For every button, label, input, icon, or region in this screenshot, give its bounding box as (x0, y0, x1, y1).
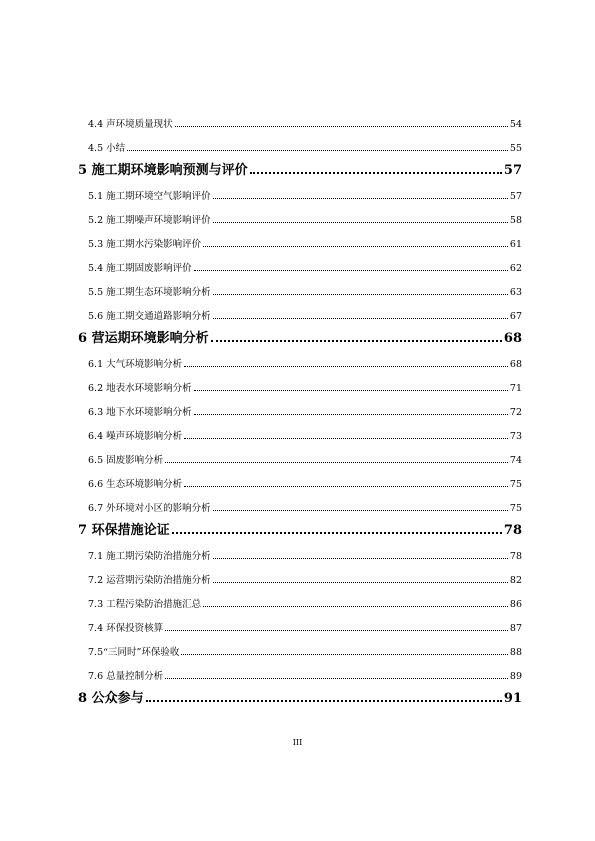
dot-leader (213, 294, 508, 295)
toc-entry[interactable] (78, 226, 522, 250)
toc-chapter-label: 7 环保措施论证 (78, 523, 170, 538)
toc-entry-label: 7.3 工程污染防治措施汇总 (88, 599, 202, 610)
toc-entry-page: 72 (509, 407, 522, 418)
toc-entry-page: 54 (509, 119, 522, 130)
toc-entry-label: 5.5 施工期生态环境影响分析 (88, 287, 211, 298)
dot-leader (250, 172, 502, 174)
dot-leader (184, 486, 508, 487)
dot-leader (181, 654, 508, 655)
dot-leader (213, 318, 508, 319)
toc-entry-page: 75 (509, 503, 522, 514)
dot-leader (194, 270, 508, 271)
dot-leader (203, 246, 508, 247)
toc-entry-label: 5.4 施工期固废影响评价 (88, 263, 192, 274)
toc-entry-label: 6.3 地下水环境影响分析 (88, 407, 192, 418)
toc-entry[interactable] (78, 658, 522, 682)
toc-entry-page: 86 (509, 599, 522, 610)
dot-leader (213, 510, 508, 511)
toc-entry[interactable] (78, 250, 522, 274)
toc-entry-page: 67 (509, 311, 522, 322)
toc-entry-label: 5.6 施工期交通道路影响分析 (88, 311, 211, 322)
toc-entry-page: 63 (509, 287, 522, 298)
toc-entry[interactable] (78, 442, 522, 466)
dot-leader (127, 150, 508, 151)
toc-entry-label: 4.4 声环境质量现状 (88, 119, 173, 130)
dot-leader (194, 414, 508, 415)
toc-entry-page: 62 (509, 263, 522, 274)
toc-entry-page: 75 (509, 479, 522, 490)
toc-chapter-page: 68 (503, 331, 522, 346)
toc-chapter-page: 57 (503, 163, 522, 178)
toc-chapter-page: 78 (503, 523, 522, 538)
dot-leader (184, 438, 508, 439)
dot-leader (213, 198, 508, 199)
toc-entry-page: 58 (509, 215, 522, 226)
dot-leader (184, 366, 508, 367)
toc-entry[interactable] (78, 178, 522, 202)
toc-entry-label: 4.5 小结 (88, 143, 126, 154)
toc-entry-page: 57 (509, 191, 522, 202)
toc-entry-page: 71 (509, 383, 522, 394)
dot-leader (203, 606, 508, 607)
toc-entry-label: 5.2 施工期噪声环境影响评价 (88, 215, 211, 226)
dot-leader (175, 126, 508, 127)
table-of-contents (78, 106, 522, 706)
toc-entry[interactable] (78, 634, 522, 658)
toc-entry[interactable] (78, 538, 522, 562)
toc-entry-label: 7.1 施工期污染防治措施分析 (88, 551, 211, 562)
dot-leader (213, 582, 508, 583)
toc-entry-label: 6.7 外环境对小区的影响分析 (88, 503, 211, 514)
toc-entry-page: 78 (509, 551, 522, 562)
dot-leader (165, 462, 508, 463)
toc-entry-page: 74 (509, 455, 522, 466)
toc-entry[interactable] (78, 418, 522, 442)
toc-entry-page: 68 (509, 359, 522, 370)
toc-entry[interactable] (78, 490, 522, 514)
toc-chapter[interactable] (78, 154, 522, 178)
toc-entry[interactable] (78, 466, 522, 490)
dot-leader (211, 340, 502, 342)
toc-entry-label: 7.5“三同时”环保验收 (88, 647, 180, 658)
toc-entry-page: 55 (509, 143, 522, 154)
toc-entry-label: 5.1 施工期环境空气影响评价 (88, 191, 211, 202)
toc-chapter[interactable] (78, 322, 522, 346)
toc-entry-label: 7.4 环保投资核算 (88, 623, 164, 634)
toc-entry[interactable] (78, 586, 522, 610)
dot-leader (213, 222, 508, 223)
toc-entry[interactable] (78, 394, 522, 418)
page-number: III (292, 738, 303, 747)
toc-entry[interactable] (78, 106, 522, 130)
toc-entry[interactable] (78, 274, 522, 298)
dot-leader (194, 390, 508, 391)
toc-entry[interactable] (78, 202, 522, 226)
toc-chapter-label: 6 营运期环境影响分析 (78, 331, 209, 346)
dot-leader (213, 558, 508, 559)
dot-leader (165, 630, 508, 631)
toc-entry[interactable] (78, 370, 522, 394)
toc-entry-label: 7.6 总量控制分析 (88, 671, 164, 682)
toc-chapter-label: 5 施工期环境影响预测与评价 (78, 163, 248, 178)
toc-entry-label: 6.5 固废影响分析 (88, 455, 164, 466)
toc-entry-page: 87 (509, 623, 522, 634)
toc-entry[interactable] (78, 298, 522, 322)
toc-entry-page: 73 (509, 431, 522, 442)
toc-entry-label: 6.2 地表水环境影响分析 (88, 383, 192, 394)
toc-entry-page: 61 (509, 239, 522, 250)
toc-entry-page: 88 (509, 647, 522, 658)
toc-entry[interactable] (78, 610, 522, 634)
dot-leader (172, 532, 502, 534)
toc-entry-label: 6.4 噪声环境影响分析 (88, 431, 183, 442)
dot-leader (146, 700, 502, 702)
toc-entry-page: 82 (509, 575, 522, 586)
toc-entry[interactable] (78, 346, 522, 370)
toc-entry[interactable] (78, 562, 522, 586)
toc-entry-label: 5.3 施工期水污染影响评价 (88, 239, 202, 250)
toc-entry-label: 6.6 生态环境影响分析 (88, 479, 183, 490)
dot-leader (165, 678, 508, 679)
toc-chapter[interactable] (78, 682, 522, 706)
toc-entry-label: 6.1 大气环境影响分析 (88, 359, 183, 370)
toc-chapter[interactable] (78, 514, 522, 538)
toc-chapter-label: 8 公众参与 (78, 691, 144, 706)
toc-chapter-page: 91 (503, 691, 522, 706)
toc-entry-label: 7.2 运营期污染防治措施分析 (88, 575, 211, 586)
toc-entry-page: 89 (509, 671, 522, 682)
toc-entry[interactable] (78, 130, 522, 154)
